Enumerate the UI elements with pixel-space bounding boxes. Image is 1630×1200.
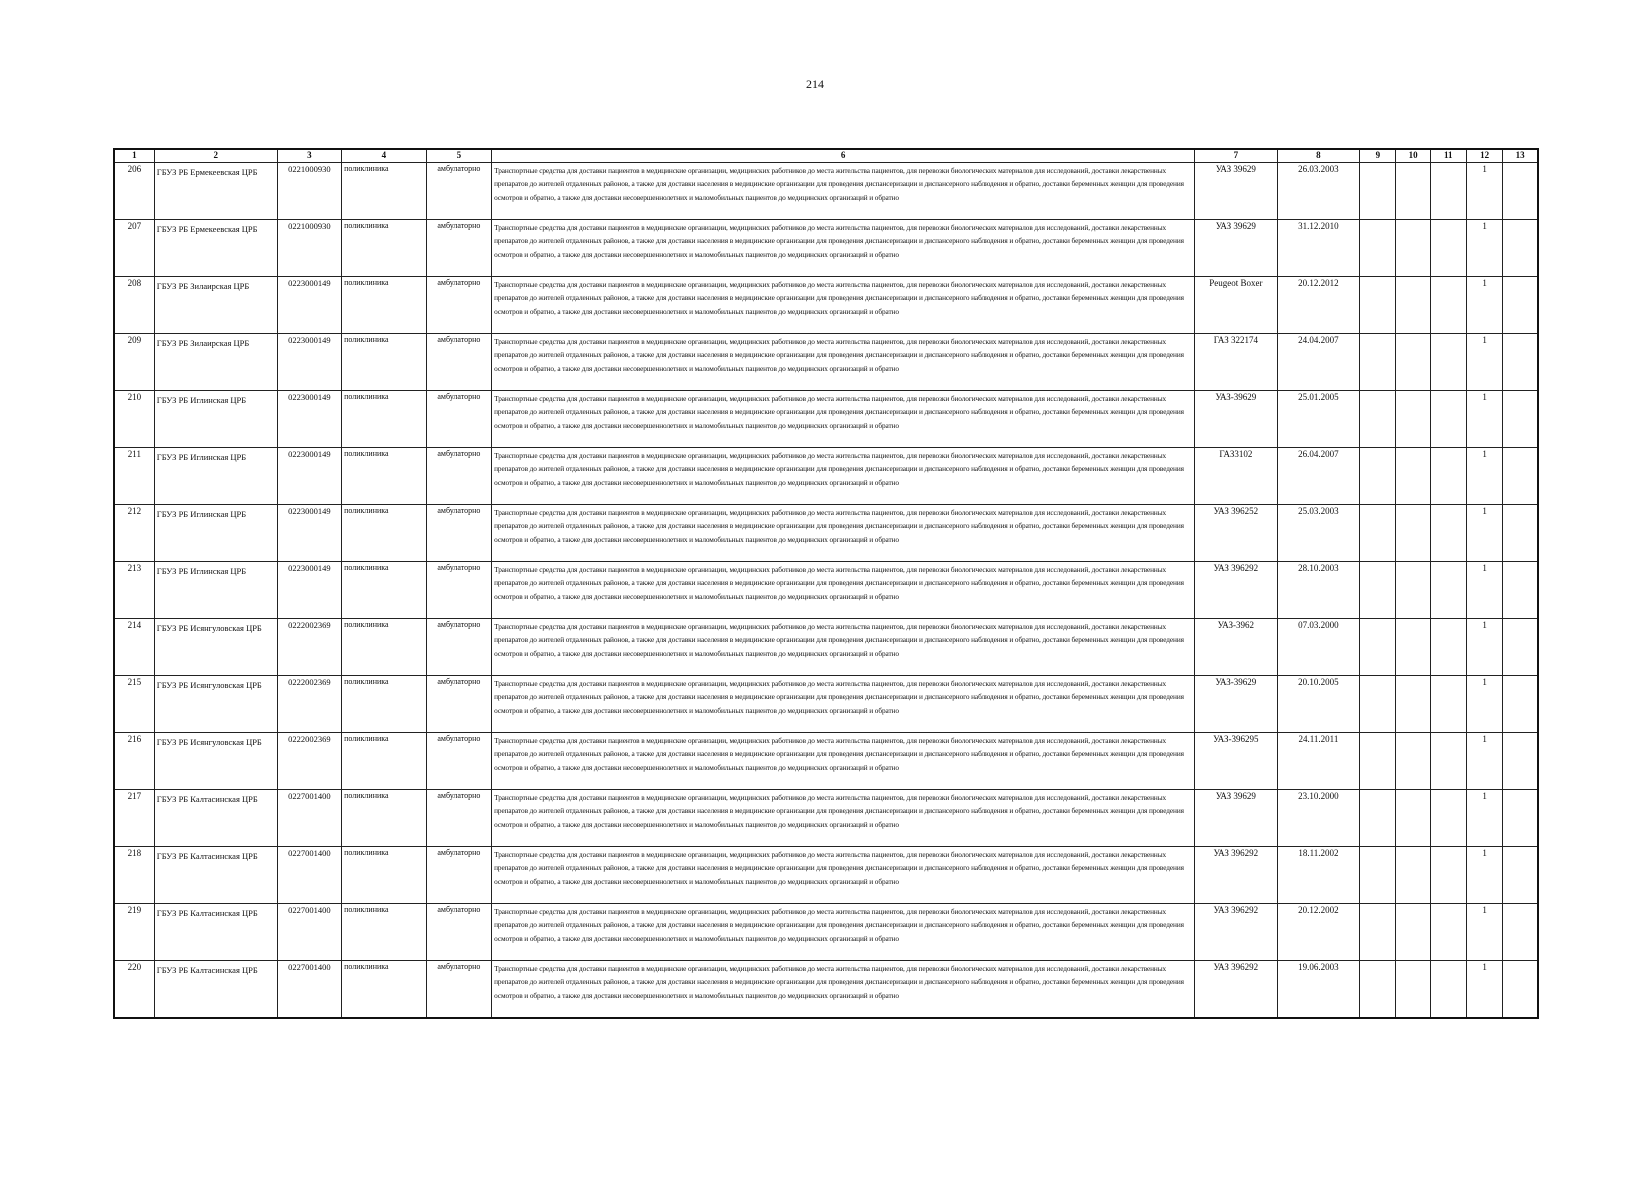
column-9-cell: [1360, 334, 1396, 391]
vehicle-model-cell: Peugeot Boxer: [1195, 277, 1278, 334]
page-number: 214: [806, 77, 824, 91]
table-body: [114, 163, 1538, 1018]
organization-cell: ГБУЗ РБ Зилаирская ЦРБ: [154, 277, 277, 334]
row-number-cell: 210: [114, 391, 154, 448]
column-10-cell: [1396, 163, 1430, 220]
registration-date-cell: 19.06.2003: [1277, 961, 1360, 1018]
vehicle-purpose-cell: Транспортные средства для доставки пациентов в медицинские организации, медицинских работников до места жительства пациентов, для перевозки биологических материалов для исследований, доставки лекарственных препаратов до жителей отдаленных районов, а также для доставки населения в медицинские организации для проведения диспансеризации и диспансерного наблюдения и обратно, доставки беременных женщин для проведения осмотров и обратно, а также для доставки несовершеннолетних и маломобильных пациентов до медицинских организаций и обратно: [492, 847, 1195, 904]
column-9-cell: [1360, 961, 1396, 1018]
facility-type-cell: поликлиника: [342, 220, 427, 277]
inn-cell: 0227001400: [277, 904, 341, 961]
facility-type-cell: поликлиника: [342, 676, 427, 733]
table-row: [114, 163, 1538, 220]
column-13-cell: [1503, 619, 1538, 676]
column-13-cell: [1503, 961, 1538, 1018]
row-number-cell: 209: [114, 334, 154, 391]
registration-date-cell: 20.12.2002: [1277, 904, 1360, 961]
column-11-cell: [1430, 448, 1466, 505]
registration-date-cell: 25.03.2003: [1277, 505, 1360, 562]
column-number-12: 12: [1466, 149, 1502, 163]
organization-cell: ГБУЗ РБ Калтасинская ЦРБ: [154, 904, 277, 961]
column-number-9: 9: [1360, 149, 1396, 163]
vehicle-purpose-cell: Транспортные средства для доставки пациентов в медицинские организации, медицинских работников до места жительства пациентов, для перевозки биологических материалов для исследований, доставки лекарственных препаратов до жителей отдаленных районов, а также для доставки населения в медицинские организации для проведения диспансеризации и диспансерного наблюдения и обратно, доставки беременных женщин для проведения осмотров и обратно, а также для доставки несовершеннолетних и маломобильных пациентов до медицинских организаций и обратно: [492, 790, 1195, 847]
vehicle-model-cell: ГАЗ 322174: [1195, 334, 1278, 391]
table-row: [114, 904, 1538, 961]
table-row: [114, 391, 1538, 448]
facility-type-cell: поликлиника: [342, 562, 427, 619]
organization-cell: ГБУЗ РБ Иглинская ЦРБ: [154, 391, 277, 448]
column-11-cell: [1430, 334, 1466, 391]
column-9-cell: [1360, 277, 1396, 334]
column-9-cell: [1360, 790, 1396, 847]
facility-type-cell: поликлиника: [342, 961, 427, 1018]
facility-type-cell: поликлиника: [342, 334, 427, 391]
column-13-cell: [1503, 847, 1538, 904]
facility-type-cell: поликлиника: [342, 619, 427, 676]
inn-cell: 0223000149: [277, 334, 341, 391]
vehicle-model-cell: УАЗ-396295: [1195, 733, 1278, 790]
table-row: [114, 790, 1538, 847]
column-11-cell: [1430, 619, 1466, 676]
column-10-cell: [1396, 448, 1430, 505]
column-13-cell: [1503, 448, 1538, 505]
care-mode-cell: амбулаторно: [426, 334, 491, 391]
vehicle-purpose-cell: Транспортные средства для доставки пациентов в медицинские организации, медицинских работников до места жительства пациентов, для перевозки биологических материалов для исследований, доставки лекарственных препаратов до жителей отдаленных районов, а также для доставки населения в медицинские организации для проведения диспансеризации и диспансерного наблюдения и обратно, доставки беременных женщин для проведения осмотров и обратно, а также для доставки несовершеннолетних и маломобильных пациентов до медицинских организаций и обратно: [492, 676, 1195, 733]
column-number-10: 10: [1396, 149, 1430, 163]
column-11-cell: [1430, 961, 1466, 1018]
table-row: [114, 448, 1538, 505]
column-10-cell: [1396, 733, 1430, 790]
vehicle-model-cell: УАЗ 396292: [1195, 562, 1278, 619]
column-number-13: 13: [1503, 149, 1538, 163]
inn-cell: 0223000149: [277, 505, 341, 562]
column-10-cell: [1396, 277, 1430, 334]
organization-cell: ГБУЗ РБ Исянгуловская ЦРБ: [154, 733, 277, 790]
column-12-cell: 1: [1466, 505, 1502, 562]
care-mode-cell: амбулаторно: [426, 163, 491, 220]
column-10-cell: [1396, 961, 1430, 1018]
column-13-cell: [1503, 334, 1538, 391]
vehicle-purpose-cell: Транспортные средства для доставки пациентов в медицинские организации, медицинских работников до места жительства пациентов, для перевозки биологических материалов для исследований, доставки лекарственных препаратов до жителей отдаленных районов, а также для доставки населения в медицинские организации для проведения диспансеризации и диспансерного наблюдения и обратно, доставки беременных женщин для проведения осмотров и обратно, а также для доставки несовершеннолетних и маломобильных пациентов до медицинских организаций и обратно: [492, 163, 1195, 220]
organization-cell: ГБУЗ РБ Иглинская ЦРБ: [154, 562, 277, 619]
column-number-7: 7: [1195, 149, 1278, 163]
registration-date-cell: 24.11.2011: [1277, 733, 1360, 790]
column-11-cell: [1430, 277, 1466, 334]
care-mode-cell: амбулаторно: [426, 904, 491, 961]
column-9-cell: [1360, 904, 1396, 961]
inn-cell: 0222002369: [277, 733, 341, 790]
column-number-3: 3: [277, 149, 341, 163]
column-13-cell: [1503, 391, 1538, 448]
column-number-5: 5: [426, 149, 491, 163]
column-11-cell: [1430, 733, 1466, 790]
column-12-cell: 1: [1466, 448, 1502, 505]
column-number-1: 1: [114, 149, 154, 163]
column-10-cell: [1396, 904, 1430, 961]
vehicle-model-cell: УАЗ 396292: [1195, 961, 1278, 1018]
vehicle-purpose-cell: Транспортные средства для доставки пациентов в медицинские организации, медицинских работников до места жительства пациентов, для перевозки биологических материалов для исследований, доставки лекарственных препаратов до жителей отдаленных районов, а также для доставки населения в медицинские организации для проведения диспансеризации и диспансерного наблюдения и обратно, доставки беременных женщин для проведения осмотров и обратно, а также для доставки несовершеннолетних и маломобильных пациентов до медицинских организаций и обратно: [492, 220, 1195, 277]
column-11-cell: [1430, 562, 1466, 619]
vehicle-model-cell: УАЗ-3962: [1195, 619, 1278, 676]
vehicle-model-cell: УАЗ-39629: [1195, 391, 1278, 448]
row-number-cell: 220: [114, 961, 154, 1018]
registration-date-cell: 20.10.2005: [1277, 676, 1360, 733]
table-row: [114, 733, 1538, 790]
vehicle-model-cell: УАЗ-39629: [1195, 676, 1278, 733]
vehicle-purpose-cell: Транспортные средства для доставки пациентов в медицинские организации, медицинских работников до места жительства пациентов, для перевозки биологических материалов для исследований, доставки лекарственных препаратов до жителей отдаленных районов, а также для доставки населения в медицинские организации для проведения диспансеризации и диспансерного наблюдения и обратно, доставки беременных женщин для проведения осмотров и обратно, а также для доставки несовершеннолетних и маломобильных пациентов до медицинских организаций и обратно: [492, 334, 1195, 391]
column-12-cell: 1: [1466, 277, 1502, 334]
table-row: [114, 676, 1538, 733]
column-10-cell: [1396, 334, 1430, 391]
organization-cell: ГБУЗ РБ Зилаирская ЦРБ: [154, 334, 277, 391]
column-10-cell: [1396, 790, 1430, 847]
row-number-cell: 215: [114, 676, 154, 733]
organization-cell: ГБУЗ РБ Иглинская ЦРБ: [154, 505, 277, 562]
care-mode-cell: амбулаторно: [426, 220, 491, 277]
organization-cell: ГБУЗ РБ Исянгуловская ЦРБ: [154, 619, 277, 676]
column-12-cell: 1: [1466, 790, 1502, 847]
column-12-cell: 1: [1466, 220, 1502, 277]
table-row: [114, 961, 1538, 1018]
care-mode-cell: амбулаторно: [426, 391, 491, 448]
vehicle-model-cell: УАЗ 396292: [1195, 904, 1278, 961]
column-11-cell: [1430, 847, 1466, 904]
column-12-cell: 1: [1466, 676, 1502, 733]
column-13-cell: [1503, 904, 1538, 961]
registration-date-cell: 26.04.2007: [1277, 448, 1360, 505]
vehicle-model-cell: УАЗ 39629: [1195, 220, 1278, 277]
column-13-cell: [1503, 277, 1538, 334]
column-11-cell: [1430, 505, 1466, 562]
row-number-cell: 211: [114, 448, 154, 505]
column-11-cell: [1430, 391, 1466, 448]
table-row: [114, 220, 1538, 277]
inn-cell: 0223000149: [277, 562, 341, 619]
row-number-cell: 214: [114, 619, 154, 676]
facility-type-cell: поликлиника: [342, 904, 427, 961]
column-10-cell: [1396, 619, 1430, 676]
vehicle-purpose-cell: Транспортные средства для доставки пациентов в медицинские организации, медицинских работников до места жительства пациентов, для перевозки биологических материалов для исследований, доставки лекарственных препаратов до жителей отдаленных районов, а также для доставки населения в медицинские организации для проведения диспансеризации и диспансерного наблюдения и обратно, доставки беременных женщин для проведения осмотров и обратно, а также для доставки несовершеннолетних и маломобильных пациентов до медицинских организаций и обратно: [492, 505, 1195, 562]
inn-cell: 0221000930: [277, 163, 341, 220]
care-mode-cell: амбулаторно: [426, 790, 491, 847]
column-9-cell: [1360, 163, 1396, 220]
column-11-cell: [1430, 163, 1466, 220]
column-13-cell: [1503, 220, 1538, 277]
facility-type-cell: поликлиника: [342, 733, 427, 790]
column-9-cell: [1360, 505, 1396, 562]
care-mode-cell: амбулаторно: [426, 562, 491, 619]
vehicle-purpose-cell: Транспортные средства для доставки пациентов в медицинские организации, медицинских работников до места жительства пациентов, для перевозки биологических материалов для исследований, доставки лекарственных препаратов до жителей отдаленных районов, а также для доставки населения в медицинские организации для проведения диспансеризации и диспансерного наблюдения и обратно, доставки беременных женщин для проведения осмотров и обратно, а также для доставки несовершеннолетних и маломобильных пациентов до медицинских организаций и обратно: [492, 733, 1195, 790]
vehicle-model-cell: УАЗ 39629: [1195, 163, 1278, 220]
column-13-cell: [1503, 676, 1538, 733]
vehicle-purpose-cell: Транспортные средства для доставки пациентов в медицинские организации, медицинских работников до места жительства пациентов, для перевозки биологических материалов для исследований, доставки лекарственных препаратов до жителей отдаленных районов, а также для доставки населения в медицинские организации для проведения диспансеризации и диспансерного наблюдения и обратно, доставки беременных женщин для проведения осмотров и обратно, а также для доставки несовершеннолетних и маломобильных пациентов до медицинских организаций и обратно: [492, 961, 1195, 1018]
registration-date-cell: 07.03.2000: [1277, 619, 1360, 676]
column-12-cell: 1: [1466, 391, 1502, 448]
table-row: [114, 334, 1538, 391]
column-12-cell: 1: [1466, 619, 1502, 676]
inn-cell: 0222002369: [277, 619, 341, 676]
inn-cell: 0223000149: [277, 277, 341, 334]
column-12-cell: 1: [1466, 562, 1502, 619]
registration-date-cell: 25.01.2005: [1277, 391, 1360, 448]
column-12-cell: 1: [1466, 904, 1502, 961]
column-12-cell: 1: [1466, 961, 1502, 1018]
table-row: [114, 505, 1538, 562]
column-9-cell: [1360, 847, 1396, 904]
column-11-cell: [1430, 676, 1466, 733]
column-13-cell: [1503, 562, 1538, 619]
column-12-cell: 1: [1466, 334, 1502, 391]
column-13-cell: [1503, 733, 1538, 790]
care-mode-cell: амбулаторно: [426, 733, 491, 790]
care-mode-cell: амбулаторно: [426, 619, 491, 676]
inn-cell: 0223000149: [277, 391, 341, 448]
column-10-cell: [1396, 505, 1430, 562]
vehicle-purpose-cell: Транспортные средства для доставки пациентов в медицинские организации, медицинских работников до места жительства пациентов, для перевозки биологических материалов для исследований, доставки лекарственных препаратов до жителей отдаленных районов, а также для доставки населения в медицинские организации для проведения диспансеризации и диспансерного наблюдения и обратно, доставки беременных женщин для проведения осмотров и обратно, а также для доставки несовершеннолетних и маломобильных пациентов до медицинских организаций и обратно: [492, 391, 1195, 448]
facility-type-cell: поликлиника: [342, 790, 427, 847]
column-number-8: 8: [1277, 149, 1360, 163]
care-mode-cell: амбулаторно: [426, 847, 491, 904]
column-9-cell: [1360, 391, 1396, 448]
column-number-row: [114, 149, 1538, 163]
column-11-cell: [1430, 220, 1466, 277]
facility-type-cell: поликлиника: [342, 505, 427, 562]
column-9-cell: [1360, 448, 1396, 505]
inn-cell: 0227001400: [277, 790, 341, 847]
organization-cell: ГБУЗ РБ Иглинская ЦРБ: [154, 448, 277, 505]
registration-date-cell: 18.11.2002: [1277, 847, 1360, 904]
table-row: [114, 277, 1538, 334]
column-10-cell: [1396, 391, 1430, 448]
table-row: [114, 619, 1538, 676]
row-number-cell: 208: [114, 277, 154, 334]
column-number-6: 6: [492, 149, 1195, 163]
row-number-cell: 216: [114, 733, 154, 790]
column-9-cell: [1360, 676, 1396, 733]
organization-cell: ГБУЗ РБ Исянгуловская ЦРБ: [154, 676, 277, 733]
row-number-cell: 212: [114, 505, 154, 562]
organization-cell: ГБУЗ РБ Калтасинская ЦРБ: [154, 847, 277, 904]
inn-cell: 0222002369: [277, 676, 341, 733]
organization-cell: ГБУЗ РБ Ермекеевская ЦРБ: [154, 220, 277, 277]
row-number-cell: 218: [114, 847, 154, 904]
column-number-4: 4: [342, 149, 427, 163]
row-number-cell: 207: [114, 220, 154, 277]
column-10-cell: [1396, 220, 1430, 277]
column-12-cell: 1: [1466, 733, 1502, 790]
vehicle-register-table: [113, 148, 1539, 1019]
vehicle-purpose-cell: Транспортные средства для доставки пациентов в медицинские организации, медицинских работников до места жительства пациентов, для перевозки биологических материалов для исследований, доставки лекарственных препаратов до жителей отдаленных районов, а также для доставки населения в медицинские организации для проведения диспансеризации и диспансерного наблюдения и обратно, доставки беременных женщин для проведения осмотров и обратно, а также для доставки несовершеннолетних и маломобильных пациентов до медицинских организаций и обратно: [492, 904, 1195, 961]
care-mode-cell: амбулаторно: [426, 961, 491, 1018]
vehicle-model-cell: УАЗ 39629: [1195, 790, 1278, 847]
facility-type-cell: поликлиника: [342, 277, 427, 334]
facility-type-cell: поликлиника: [342, 163, 427, 220]
table-row: [114, 847, 1538, 904]
column-10-cell: [1396, 847, 1430, 904]
registration-date-cell: 24.04.2007: [1277, 334, 1360, 391]
column-10-cell: [1396, 676, 1430, 733]
column-13-cell: [1503, 790, 1538, 847]
vehicle-model-cell: УАЗ 396252: [1195, 505, 1278, 562]
organization-cell: ГБУЗ РБ Ермекеевская ЦРБ: [154, 163, 277, 220]
care-mode-cell: амбулаторно: [426, 676, 491, 733]
row-number-cell: 219: [114, 904, 154, 961]
column-9-cell: [1360, 619, 1396, 676]
registration-date-cell: 26.03.2003: [1277, 163, 1360, 220]
column-12-cell: 1: [1466, 163, 1502, 220]
column-12-cell: 1: [1466, 847, 1502, 904]
organization-cell: ГБУЗ РБ Калтасинская ЦРБ: [154, 790, 277, 847]
column-10-cell: [1396, 562, 1430, 619]
facility-type-cell: поликлиника: [342, 391, 427, 448]
column-9-cell: [1360, 733, 1396, 790]
column-13-cell: [1503, 505, 1538, 562]
registration-date-cell: 20.12.2012: [1277, 277, 1360, 334]
vehicle-purpose-cell: Транспортные средства для доставки пациентов в медицинские организации, медицинских работников до места жительства пациентов, для перевозки биологических материалов для исследований, доставки лекарственных препаратов до жителей отдаленных районов, а также для доставки населения в медицинские организации для проведения диспансеризации и диспансерного наблюдения и обратно, доставки беременных женщин для проведения осмотров и обратно, а также для доставки несовершеннолетних и маломобильных пациентов до медицинских организаций и обратно: [492, 277, 1195, 334]
care-mode-cell: амбулаторно: [426, 277, 491, 334]
vehicle-purpose-cell: Транспортные средства для доставки пациентов в медицинские организации, медицинских работников до места жительства пациентов, для перевозки биологических материалов для исследований, доставки лекарственных препаратов до жителей отдаленных районов, а также для доставки населения в медицинские организации для проведения диспансеризации и диспансерного наблюдения и обратно, доставки беременных женщин для проведения осмотров и обратно, а также для доставки несовершеннолетних и маломобильных пациентов до медицинских организаций и обратно: [492, 619, 1195, 676]
column-11-cell: [1430, 790, 1466, 847]
column-11-cell: [1430, 904, 1466, 961]
column-9-cell: [1360, 562, 1396, 619]
column-9-cell: [1360, 220, 1396, 277]
registration-date-cell: 23.10.2000: [1277, 790, 1360, 847]
row-number-cell: 206: [114, 163, 154, 220]
column-number-11: 11: [1430, 149, 1466, 163]
care-mode-cell: амбулаторно: [426, 505, 491, 562]
row-number-cell: 217: [114, 790, 154, 847]
vehicle-model-cell: УАЗ 396292: [1195, 847, 1278, 904]
organization-cell: ГБУЗ РБ Калтасинская ЦРБ: [154, 961, 277, 1018]
inn-cell: 0221000930: [277, 220, 341, 277]
vehicle-purpose-cell: Транспортные средства для доставки пациентов в медицинские организации, медицинских работников до места жительства пациентов, для перевозки биологических материалов для исследований, доставки лекарственных препаратов до жителей отдаленных районов, а также для доставки населения в медицинские организации для проведения диспансеризации и диспансерного наблюдения и обратно, доставки беременных женщин для проведения осмотров и обратно, а также для доставки несовершеннолетних и маломобильных пациентов до медицинских организаций и обратно: [492, 562, 1195, 619]
row-number-cell: 213: [114, 562, 154, 619]
care-mode-cell: амбулаторно: [426, 448, 491, 505]
inn-cell: 0223000149: [277, 448, 341, 505]
column-13-cell: [1503, 163, 1538, 220]
column-number-2: 2: [154, 149, 277, 163]
facility-type-cell: поликлиника: [342, 847, 427, 904]
inn-cell: 0227001400: [277, 847, 341, 904]
facility-type-cell: поликлиника: [342, 448, 427, 505]
table-row: [114, 562, 1538, 619]
vehicle-model-cell: ГАЗ3102: [1195, 448, 1278, 505]
registration-date-cell: 28.10.2003: [1277, 562, 1360, 619]
registration-date-cell: 31.12.2010: [1277, 220, 1360, 277]
inn-cell: 0227001400: [277, 961, 341, 1018]
vehicle-purpose-cell: Транспортные средства для доставки пациентов в медицинские организации, медицинских работников до места жительства пациентов, для перевозки биологических материалов для исследований, доставки лекарственных препаратов до жителей отдаленных районов, а также для доставки населения в медицинские организации для проведения диспансеризации и диспансерного наблюдения и обратно, доставки беременных женщин для проведения осмотров и обратно, а также для доставки несовершеннолетних и маломобильных пациентов до медицинских организаций и обратно: [492, 448, 1195, 505]
